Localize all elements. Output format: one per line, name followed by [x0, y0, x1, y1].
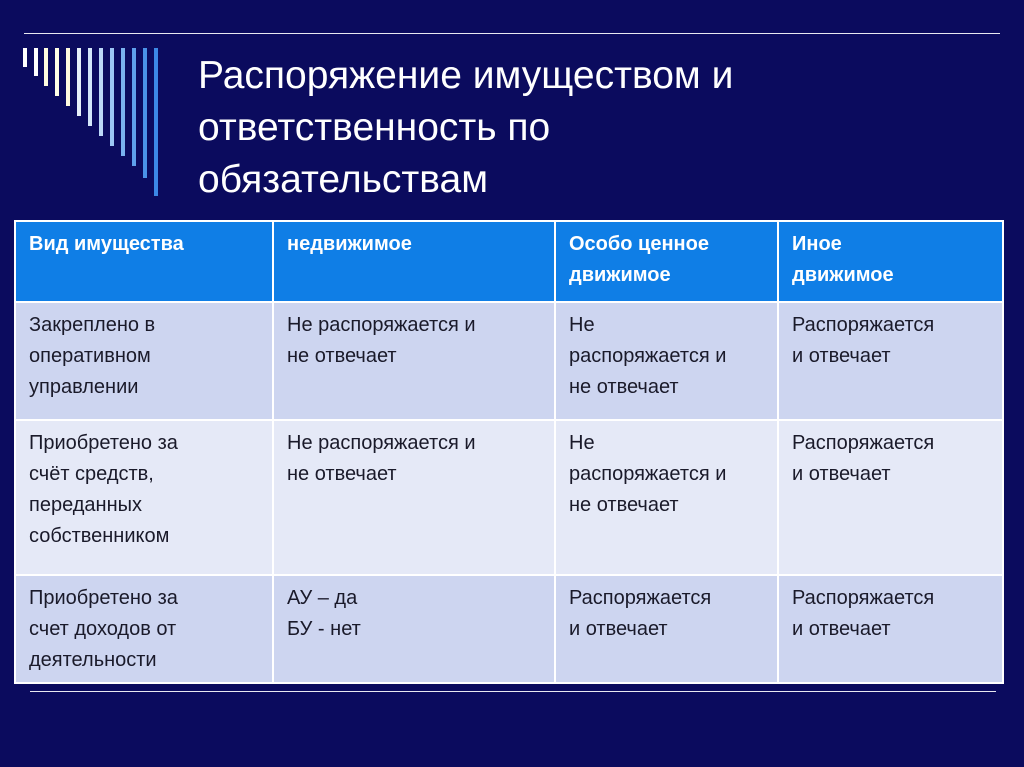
cell-line: и отвечает — [792, 618, 891, 640]
cell-line: недвижимое — [287, 233, 412, 255]
property-table — [14, 220, 1004, 684]
header-cell-valuable-movable — [555, 221, 778, 302]
cell-line: не отвечает — [569, 494, 679, 516]
cell-line: не отвечает — [569, 376, 679, 398]
deco-bar — [55, 48, 59, 96]
cell-line: движимое — [569, 264, 671, 286]
cell-line: Распоряжается — [792, 587, 935, 609]
title-line: ответственность по — [198, 106, 551, 149]
cell-line: Распоряжается — [569, 587, 712, 609]
deco-bar — [44, 48, 48, 86]
table-row — [15, 575, 1003, 683]
table-cell — [15, 302, 273, 420]
cell-line: счет доходов от — [29, 618, 177, 640]
header-cell-other-movable — [778, 221, 1003, 302]
cell-line: Закреплено в — [29, 314, 156, 336]
cell-line: БУ - нет — [287, 618, 361, 640]
bottom-divider-line — [30, 691, 996, 692]
table-cell — [778, 302, 1003, 420]
cell-line: и отвечает — [792, 463, 891, 485]
deco-bar — [143, 48, 147, 178]
table-header-row — [15, 221, 1003, 302]
cell-line: не отвечает — [287, 463, 397, 485]
deco-bar — [154, 48, 158, 196]
cell-line: Особо ценное — [569, 233, 709, 255]
deco-bar — [121, 48, 125, 156]
cell-line: счёт средств, — [29, 463, 154, 485]
table-cell — [555, 575, 778, 683]
table-cell — [555, 302, 778, 420]
cell-line: и отвечает — [792, 345, 891, 367]
cell-line: распоряжается и — [569, 345, 727, 367]
deco-bar — [77, 48, 81, 116]
cell-line: Не распоряжается и — [287, 432, 476, 454]
cell-line: оперативном — [29, 345, 151, 367]
table-row — [15, 420, 1003, 575]
cell-line: Приобретено за — [29, 432, 178, 454]
table-cell — [555, 420, 778, 575]
cell-line: деятельности — [29, 649, 157, 671]
table-cell — [273, 575, 555, 683]
deco-bar — [34, 48, 38, 76]
cell-line: не отвечает — [287, 345, 397, 367]
table-cell — [15, 575, 273, 683]
cell-line: управлении — [29, 376, 139, 398]
table-cell — [273, 302, 555, 420]
header-cell-real-estate — [273, 221, 555, 302]
deco-bar — [110, 48, 114, 146]
cell-line: Иное — [792, 233, 842, 255]
cell-line: АУ – да — [287, 587, 358, 609]
title-line: обязательствам — [198, 158, 489, 201]
deco-bar — [23, 48, 27, 67]
cell-line: Приобретено за — [29, 587, 178, 609]
decorative-bars — [0, 0, 180, 210]
cell-line: переданных — [29, 494, 143, 516]
cell-line: Не распоряжается и — [287, 314, 476, 336]
deco-bar — [66, 48, 70, 106]
table-cell — [778, 575, 1003, 683]
deco-bar — [99, 48, 103, 136]
table-cell — [273, 420, 555, 575]
cell-line: собственником — [29, 525, 170, 547]
deco-bar — [132, 48, 136, 166]
table-cell — [778, 420, 1003, 575]
cell-line: Не — [569, 314, 595, 336]
slide-title — [198, 50, 978, 206]
header-cell-property-type — [15, 221, 273, 302]
deco-bar — [88, 48, 92, 126]
cell-line: Вид имущества — [29, 233, 184, 255]
title-line: Распоряжение имуществом и — [198, 54, 734, 97]
cell-line: Распоряжается — [792, 314, 935, 336]
cell-line: распоряжается и — [569, 463, 727, 485]
table-row — [15, 302, 1003, 420]
cell-line: и отвечает — [569, 618, 668, 640]
cell-line: Не — [569, 432, 595, 454]
table-cell — [15, 420, 273, 575]
cell-line: Распоряжается — [792, 432, 935, 454]
cell-line: движимое — [792, 264, 894, 286]
